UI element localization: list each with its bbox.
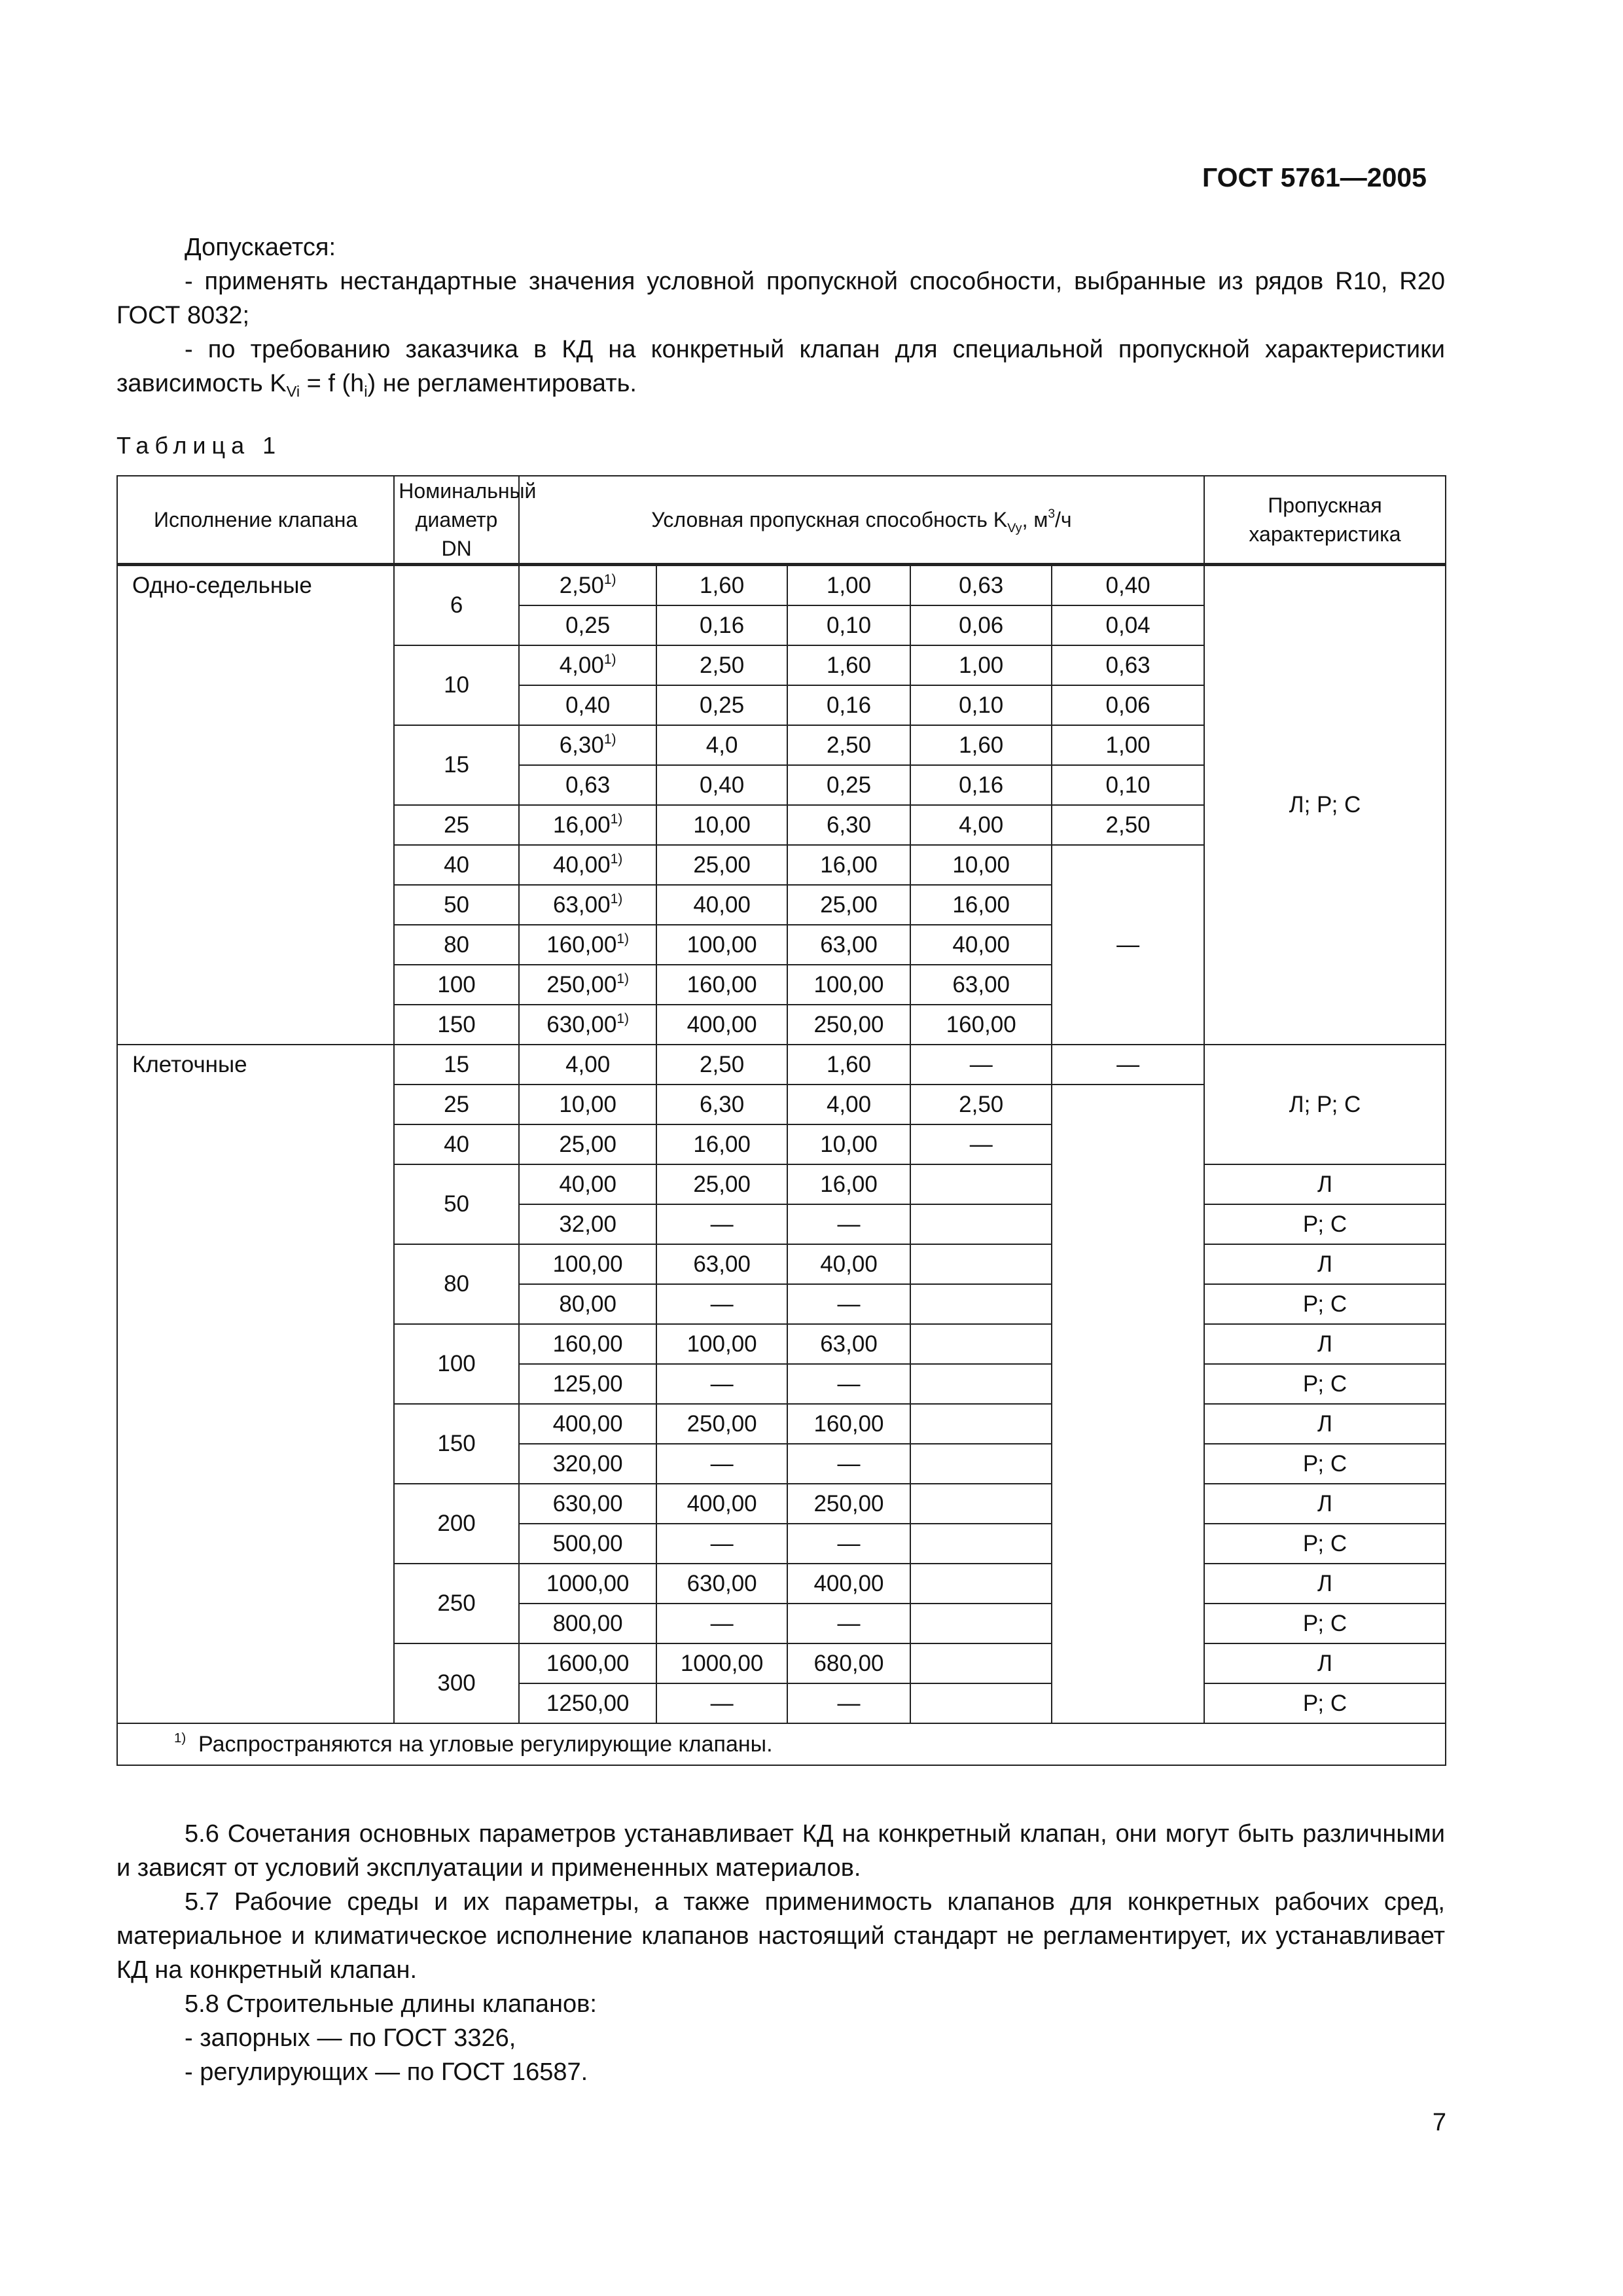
header-valve-type: Исполнение клапана: [117, 476, 394, 565]
dn-cell: 25: [394, 805, 519, 845]
kv-cell: 1000,00: [656, 1643, 787, 1683]
kv-cell: 0,10: [910, 685, 1052, 725]
kv-cell: 16,00$^{1)}$: [519, 805, 657, 845]
kv-cell: 25,00: [519, 1124, 657, 1164]
para-5-7: 5.7 Рабочие среды и их параметры, а также применимость клапанов для конкретных рабочих сред, материальное и климатическое исполнение клапанов настоящий стандарт не регламентирует, их устанавливает КД на конкретный клапан.: [116, 1888, 1445, 1984]
dn-cell: 200: [394, 1484, 519, 1564]
kv-cell: —: [787, 1204, 910, 1244]
kv-cell: [910, 1244, 1052, 1284]
kv-cell: 4,00: [519, 1045, 657, 1085]
kv-cell: 40,00$^{1)}$: [519, 845, 657, 885]
table-body: [117, 565, 1446, 1724]
characteristic-cell: Л: [1204, 1564, 1446, 1604]
characteristic-cell: Л: [1204, 1643, 1446, 1683]
kv-cell: 2,50: [910, 1085, 1052, 1124]
characteristic-cell: Р; С: [1204, 1364, 1446, 1404]
characteristic-cell: Р; С: [1204, 1284, 1446, 1324]
table-row: [117, 565, 1446, 606]
kv-cell: 0,06: [1052, 685, 1204, 725]
kv-cell: 1,60: [656, 565, 787, 606]
page-number: 7: [1432, 2109, 1446, 2136]
kv-cell: 160,00: [656, 965, 787, 1005]
kv-cell: [910, 1564, 1052, 1604]
kv-cell: 4,00: [910, 805, 1052, 845]
kv-cell: [910, 1364, 1052, 1404]
kv-cell: 0,10: [787, 605, 910, 645]
kv-cell: 0,63: [910, 565, 1052, 606]
kv-cell: 125,00: [519, 1364, 657, 1404]
kv-cell: [910, 1683, 1052, 1723]
kv-cell: 1,00: [910, 645, 1052, 685]
kv-cell: 25,00: [787, 885, 910, 925]
kv-cell: [910, 1324, 1052, 1364]
kv-cell: 16,00: [910, 885, 1052, 925]
kv-cell: 63,00$^{1)}$: [519, 885, 657, 925]
kv-cell: 100,00: [519, 1244, 657, 1284]
kv-cell: 100,00: [787, 965, 910, 1005]
valve-type-cell: Клеточные: [117, 1045, 394, 1723]
kv-cell: 2,50: [1052, 805, 1204, 845]
kv-cell: 2,50: [656, 645, 787, 685]
intro-text: [116, 230, 1445, 401]
kv-cell: [910, 1484, 1052, 1524]
kv-cell: —: [656, 1444, 787, 1484]
dn-cell: 6: [394, 565, 519, 646]
kv-cell: —: [656, 1204, 787, 1244]
kv-cell: 6,30$^{1)}$: [519, 725, 657, 765]
kv-cell: 1,60: [787, 1045, 910, 1085]
dn-cell: 250: [394, 1564, 519, 1643]
kv-cell: 63,00: [787, 1324, 910, 1364]
para-5-8: 5.8 Строительные длины клапанов:: [185, 1990, 597, 2018]
table-row: [117, 1045, 1446, 1085]
dn-cell: 40: [394, 845, 519, 885]
kv-cell: 1,60: [787, 645, 910, 685]
kv-cell: 4,00$^{1)}$: [519, 645, 657, 685]
kv-cell: 6,30: [787, 805, 910, 845]
table-label: Таблица 1: [116, 432, 282, 459]
kv-cell: 800,00: [519, 1604, 657, 1643]
kv-cell: 400,00: [519, 1404, 657, 1444]
kv-cell: —: [656, 1364, 787, 1404]
para-5-8-item-1: - запорных — по ГОСТ 3326,: [185, 2024, 516, 2052]
characteristic-cell: Л: [1204, 1164, 1446, 1204]
document-id: ГОСТ 5761—2005: [1202, 162, 1427, 192]
kv-cell: 63,00: [787, 925, 910, 965]
kv-cell: 63,00: [910, 965, 1052, 1005]
table-footnote: $^{1)}$ Распространяются на угловые регулирующие клапаны.: [117, 1723, 1446, 1765]
kv-cell: [910, 1524, 1052, 1564]
kv-cell: 1,60: [910, 725, 1052, 765]
kv-cell: [910, 1284, 1052, 1324]
intro-item-2: - по требованию заказчика в КД на конкретный клапан для специальной пропускной характеристики зависимость $K_{Vi} = f$ $(h_i)$ не регламентировать.: [116, 336, 1445, 400]
kv-cell: —: [1052, 1045, 1204, 1085]
kv-cell: [910, 1404, 1052, 1444]
kv-cell: 250,00: [656, 1404, 787, 1444]
kv-cell: [910, 1164, 1052, 1204]
kv-cell: [1052, 1085, 1204, 1723]
kv-cell: 16,00: [656, 1124, 787, 1164]
kv-cell: 40,00: [787, 1244, 910, 1284]
kv-cell: 100,00: [656, 925, 787, 965]
kv-cell: 1000,00: [519, 1564, 657, 1604]
dn-cell: 10: [394, 645, 519, 725]
kv-cell: 0,63: [519, 765, 657, 805]
kv-cell: 320,00: [519, 1444, 657, 1484]
kv-cell: 63,00: [656, 1244, 787, 1284]
kv-cell: —: [787, 1364, 910, 1404]
characteristic-cell: Л; Р; С: [1204, 565, 1446, 1045]
kv-cell: 25,00: [656, 1164, 787, 1204]
kv-cell: [910, 1444, 1052, 1484]
kv-cell: 0,25: [519, 605, 657, 645]
header-characteristic: Пропускная характеристика: [1204, 476, 1446, 565]
kv-cell: 6,30: [656, 1085, 787, 1124]
kv-cell: —: [656, 1683, 787, 1723]
kv-cell: 2,50: [787, 725, 910, 765]
kv-cell: 0,25: [656, 685, 787, 725]
kv-cell: —: [656, 1604, 787, 1643]
kv-cell: 0,10: [1052, 765, 1204, 805]
kv-cell: 40,00: [656, 885, 787, 925]
kv-cell: 0,25: [787, 765, 910, 805]
kv-cell: —: [1052, 845, 1204, 1045]
kv-cell: 2,50$^{1)}$: [519, 565, 657, 606]
valve-capacity-table: [116, 475, 1446, 1766]
dn-cell: 150: [394, 1404, 519, 1484]
dn-cell: 300: [394, 1643, 519, 1723]
footnote-row: [117, 1723, 1446, 1765]
dn-cell: 100: [394, 965, 519, 1005]
after-text: [116, 1817, 1445, 2089]
dn-cell: 100: [394, 1324, 519, 1404]
kv-cell: 500,00: [519, 1524, 657, 1564]
kv-cell: —: [910, 1124, 1052, 1164]
para-5-8-item-2: - регулирующих — по ГОСТ 16587.: [185, 2058, 588, 2086]
dn-cell: 25: [394, 1085, 519, 1124]
header-kvy: Условная пропускная способность $K_{Vy}$, $м^3/ч$: [519, 476, 1204, 565]
kv-cell: 16,00: [787, 1164, 910, 1204]
characteristic-cell: Л: [1204, 1324, 1446, 1364]
kv-cell: 1,00: [1052, 725, 1204, 765]
kv-cell: 400,00: [787, 1564, 910, 1604]
dn-cell: 150: [394, 1005, 519, 1045]
kv-cell: 680,00: [787, 1643, 910, 1683]
kv-cell: —: [656, 1284, 787, 1324]
characteristic-cell: Р; С: [1204, 1524, 1446, 1564]
kv-cell: —: [787, 1284, 910, 1324]
kv-cell: [910, 1643, 1052, 1683]
kv-cell: 0,04: [1052, 605, 1204, 645]
characteristic-cell: Р; С: [1204, 1204, 1446, 1244]
kv-cell: 2,50: [656, 1045, 787, 1085]
characteristic-cell: Р; С: [1204, 1604, 1446, 1643]
kv-cell: —: [656, 1524, 787, 1564]
kv-cell: 0,06: [910, 605, 1052, 645]
kv-cell: 630,00: [656, 1564, 787, 1604]
dn-cell: 15: [394, 1045, 519, 1085]
header-dn: Номинальный диаметр DN: [394, 476, 519, 565]
kv-cell: 16,00: [787, 845, 910, 885]
kv-cell: 10,00: [787, 1124, 910, 1164]
kv-cell: [910, 1204, 1052, 1244]
para-5-6: 5.6 Сочетания основных параметров устанавливает КД на конкретный клапан, они могут быть различными и зависят от условий эксплуатации и примененных материалов.: [116, 1820, 1445, 1882]
kv-cell: 0,40: [1052, 565, 1204, 606]
kv-cell: —: [787, 1604, 910, 1643]
kv-cell: 160,00: [519, 1324, 657, 1364]
kv-cell: 4,00: [787, 1085, 910, 1124]
kv-cell: 160,00$^{1)}$: [519, 925, 657, 965]
kv-cell: 400,00: [656, 1005, 787, 1045]
kv-cell: [910, 1604, 1052, 1643]
kv-cell: 10,00: [519, 1085, 657, 1124]
table-header-row: [117, 476, 1446, 565]
dn-cell: 80: [394, 1244, 519, 1324]
kv-cell: 1,00: [787, 565, 910, 606]
kv-cell: —: [787, 1683, 910, 1723]
kv-cell: 32,00: [519, 1204, 657, 1244]
kv-cell: —: [910, 1045, 1052, 1085]
characteristic-cell: Л: [1204, 1404, 1446, 1444]
kv-cell: 40,00: [910, 925, 1052, 965]
kv-cell: 10,00: [910, 845, 1052, 885]
kv-cell: 630,00$^{1)}$: [519, 1005, 657, 1045]
characteristic-cell: Р; С: [1204, 1683, 1446, 1723]
kv-cell: 10,00: [656, 805, 787, 845]
kv-cell: 1600,00: [519, 1643, 657, 1683]
kv-cell: 160,00: [910, 1005, 1052, 1045]
kv-cell: —: [787, 1444, 910, 1484]
dn-cell: 50: [394, 885, 519, 925]
valve-type-cell: Одно-седельные: [117, 565, 394, 1045]
dn-cell: 40: [394, 1124, 519, 1164]
characteristic-cell: Л: [1204, 1484, 1446, 1524]
kv-cell: —: [787, 1524, 910, 1564]
kv-cell: 250,00: [787, 1484, 910, 1524]
kv-cell: 4,0: [656, 725, 787, 765]
kv-cell: 80,00: [519, 1284, 657, 1324]
kv-cell: 0,16: [910, 765, 1052, 805]
kv-cell: 250,00$^{1)}$: [519, 965, 657, 1005]
characteristic-cell: Л; Р; С: [1204, 1045, 1446, 1164]
dn-cell: 15: [394, 725, 519, 805]
kv-cell: 25,00: [656, 845, 787, 885]
intro-line: Допускается:: [185, 234, 336, 261]
kv-cell: 0,40: [519, 685, 657, 725]
intro-item-1: - применять нестандартные значения условной пропускной способности, выбранные из рядов R10, R20 ГОСТ 8032;: [116, 268, 1445, 329]
kv-cell: 1250,00: [519, 1683, 657, 1723]
characteristic-cell: Р; С: [1204, 1444, 1446, 1484]
kv-cell: 0,40: [656, 765, 787, 805]
kv-cell: 250,00: [787, 1005, 910, 1045]
kv-cell: 630,00: [519, 1484, 657, 1524]
kv-cell: 0,16: [656, 605, 787, 645]
kv-cell: 40,00: [519, 1164, 657, 1204]
kv-cell: 400,00: [656, 1484, 787, 1524]
kv-cell: 160,00: [787, 1404, 910, 1444]
dn-cell: 50: [394, 1164, 519, 1244]
dn-cell: 80: [394, 925, 519, 965]
kv-cell: 0,16: [787, 685, 910, 725]
kv-cell: 0,63: [1052, 645, 1204, 685]
kv-cell: 100,00: [656, 1324, 787, 1364]
characteristic-cell: Л: [1204, 1244, 1446, 1284]
